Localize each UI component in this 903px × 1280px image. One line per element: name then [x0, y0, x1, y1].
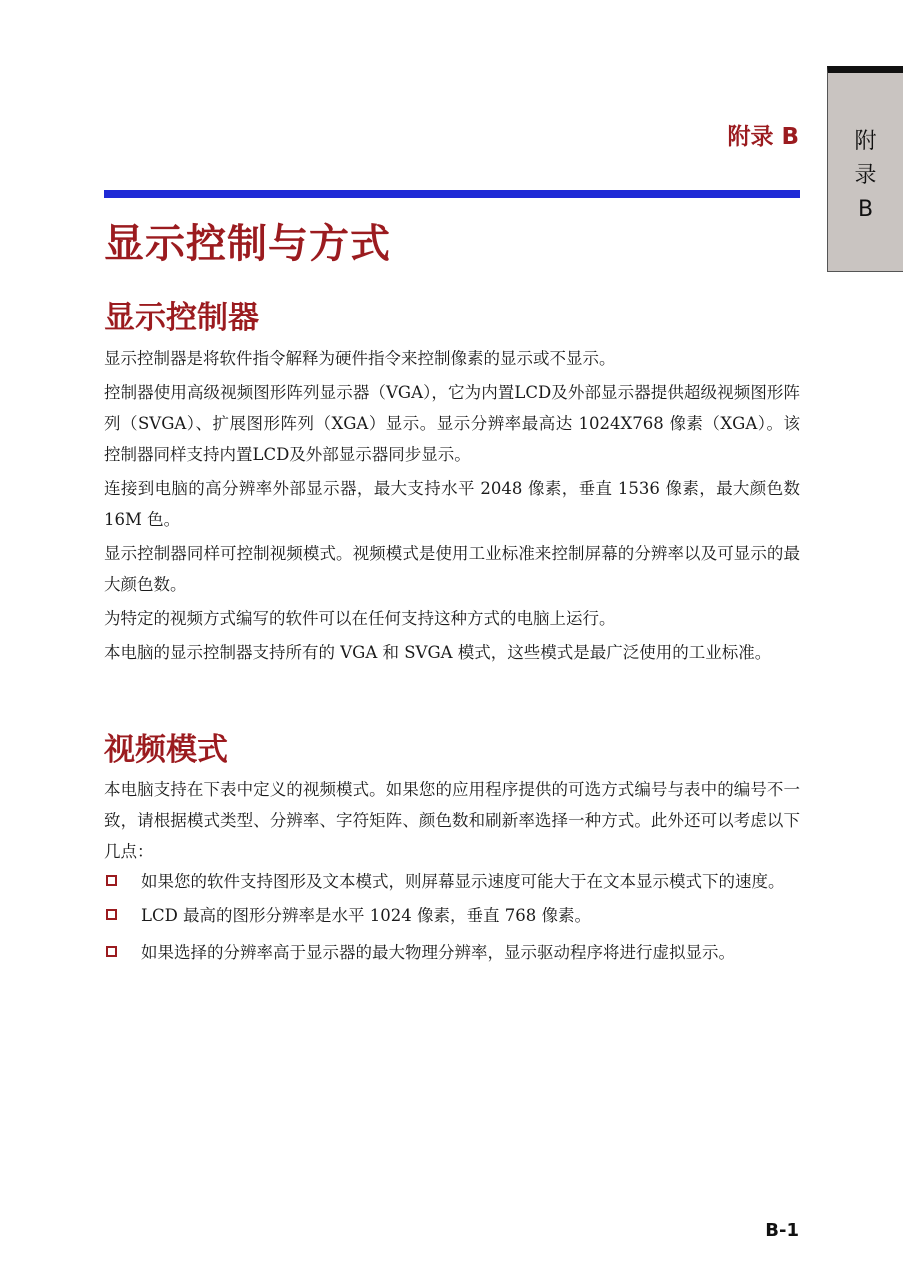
paragraph: 显示控制器是将软件指令解释为硬件指令来控制像素的显示或不显示。 — [104, 349, 616, 368]
side-tab-char: B — [857, 197, 874, 222]
section-body-display-controller — [104, 343, 800, 668]
paragraph: 显示控制器同样可控制视频模式。视频模式是使用工业标准来控制屏幕的分辨率以及可显示的最大颜色数。 — [104, 544, 800, 594]
paragraph: 连接到电脑的高分辨率外部显示器，最大支持水平 2048 像素，垂直 1536 像素，最大颜色数 16M 色。 — [104, 479, 800, 529]
paragraph: 为特定的视频方式编写的软件可以在任何支持这种方式的电脑上运行。 — [104, 609, 616, 628]
checkbox-bullet-icon — [106, 946, 117, 957]
list-item — [104, 900, 800, 931]
page-title: 显示控制与方式 — [104, 221, 391, 267]
section-heading-display-controller: 显示控制器 — [104, 300, 259, 336]
section-heading-video-modes: 视频模式 — [104, 732, 228, 768]
list-item-text: LCD 最高的图形分辨率是水平 1024 像素，垂直 768 像素。 — [141, 906, 592, 925]
side-tab-char: 录 — [854, 163, 877, 188]
list-item — [104, 934, 800, 972]
list-item-text: 如果选择的分辨率高于显示器的最大物理分辨率，显示驱动程序将进行虚拟显示。 — [141, 943, 735, 962]
checkbox-bullet-icon — [106, 909, 117, 920]
header-divider — [104, 190, 800, 198]
list-item — [104, 866, 800, 897]
video-mode-notes-list — [104, 866, 800, 975]
checkbox-bullet-icon — [106, 875, 117, 886]
paragraph: 控制器使用高级视频图形阵列显示器（VGA），它为内置LCD及外部显示器提供超级视频图形阵列（SVGA）、扩展图形阵列（XGA）显示。显示分辨率最高达 1024X768 像素（XGA）。该控制器同样支持内置LCD及外部显示器同步显示。 — [104, 383, 800, 464]
paragraph: 本电脑的显示控制器支持所有的 VGA 和 SVGA 模式，这些模式是最广泛使用的工业标准。 — [104, 643, 772, 662]
list-item-text: 如果您的软件支持图形及文本模式，则屏幕显示速度可能大于在文本显示模式下的速度。 — [141, 872, 785, 891]
page-number: B-1 — [765, 1220, 799, 1241]
side-tab-char: 附 — [854, 129, 877, 154]
appendix-header-label: 附录 B — [727, 124, 799, 150]
paragraph: 本电脑支持在下表中定义的视频模式。如果您的应用程序提供的可选方式编号与表中的编号不一致，请根据模式类型、分辨率、字符矩阵、颜色数和刷新率选择一种方式。此外还可以考虑以下几点： — [104, 780, 800, 861]
chapter-side-tab — [827, 66, 903, 272]
section-body-video-modes — [104, 774, 800, 867]
